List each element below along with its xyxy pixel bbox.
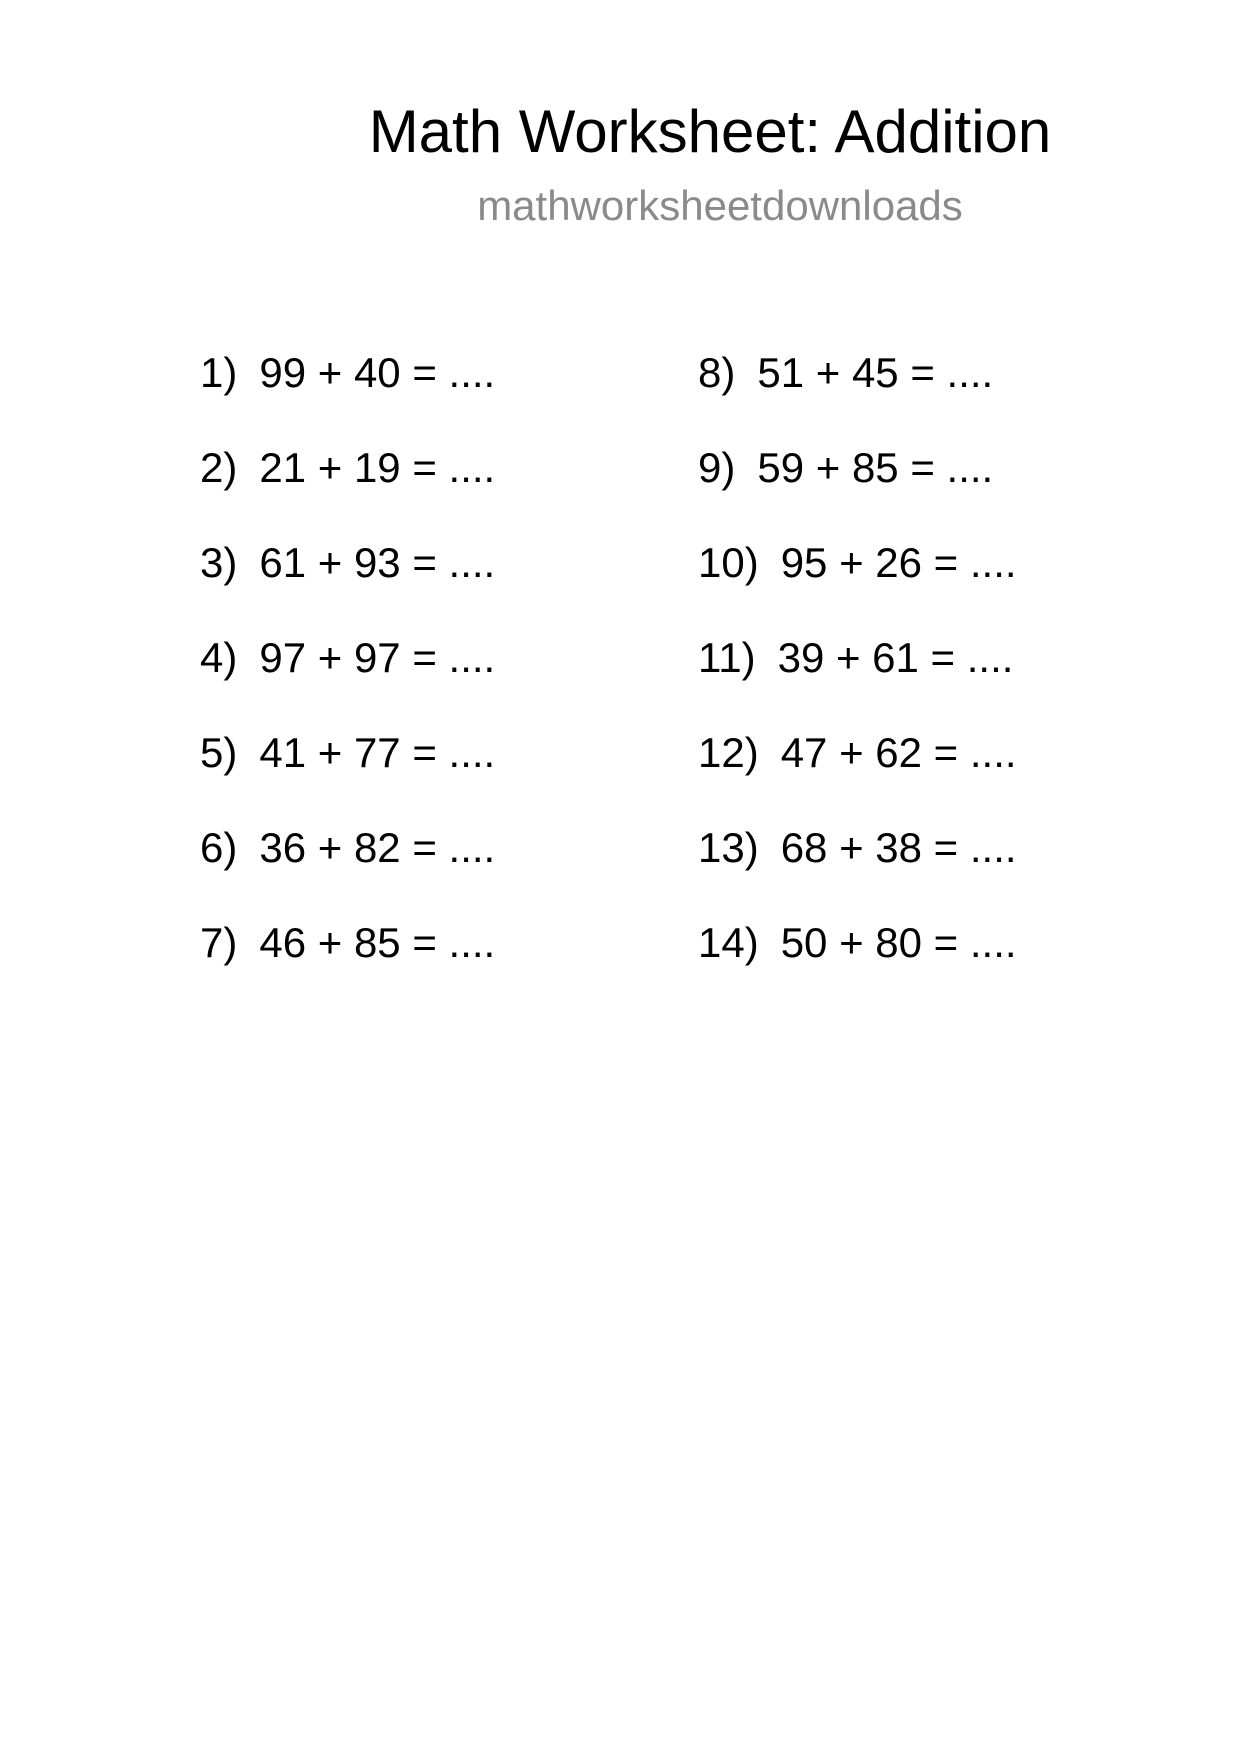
problem-number: 12) <box>698 729 759 776</box>
problem-column-left <box>200 348 495 1013</box>
problem-expression: 68 + 38 = .... <box>780 824 1017 871</box>
problem-expression: 39 + 61 = .... <box>777 634 1014 681</box>
problem-expression: 59 + 85 = .... <box>757 444 994 491</box>
problem-number: 10) <box>698 539 759 586</box>
problem-item <box>200 918 495 1013</box>
problem-item <box>200 728 495 823</box>
problem-item <box>200 538 495 633</box>
problem-item <box>698 348 1017 443</box>
problem-expression: 95 + 26 = .... <box>780 539 1017 586</box>
problem-expression: 36 + 82 = .... <box>259 824 496 871</box>
problem-expression: 51 + 45 = .... <box>757 349 994 396</box>
problem-expression: 97 + 97 = .... <box>259 634 496 681</box>
problem-number: 8) <box>698 349 736 396</box>
problem-number: 3) <box>200 539 238 586</box>
problem-number: 7) <box>200 919 238 966</box>
problem-item <box>200 348 495 443</box>
problem-item <box>698 918 1017 1013</box>
problem-number: 6) <box>200 824 238 871</box>
problem-expression: 41 + 77 = .... <box>259 729 496 776</box>
page-title: Math Worksheet: Addition <box>368 98 1052 165</box>
problem-expression: 46 + 85 = .... <box>259 919 496 966</box>
problem-number: 4) <box>200 634 238 681</box>
problem-number: 2) <box>200 444 238 491</box>
problem-expression: 21 + 19 = .... <box>259 444 496 491</box>
problem-expression: 50 + 80 = .... <box>780 919 1017 966</box>
problem-number: 11) <box>698 634 756 681</box>
problem-item <box>200 443 495 538</box>
problem-expression: 47 + 62 = .... <box>780 729 1017 776</box>
problem-item <box>200 633 495 728</box>
problem-item <box>698 443 1017 538</box>
problem-item <box>200 823 495 918</box>
problem-number: 9) <box>698 444 736 491</box>
problem-item <box>698 728 1017 823</box>
problem-expression: 99 + 40 = .... <box>259 349 496 396</box>
problem-expression: 61 + 93 = .... <box>259 539 496 586</box>
problem-number: 5) <box>200 729 238 776</box>
page-subtitle: mathworksheetdownloads <box>477 182 963 229</box>
problem-number: 14) <box>698 919 759 966</box>
problem-item <box>698 823 1017 918</box>
problem-item <box>698 538 1017 633</box>
problem-number: 13) <box>698 824 759 871</box>
problem-item <box>698 633 1017 728</box>
problem-column-right <box>698 348 1017 1013</box>
problem-number: 1) <box>200 349 238 396</box>
